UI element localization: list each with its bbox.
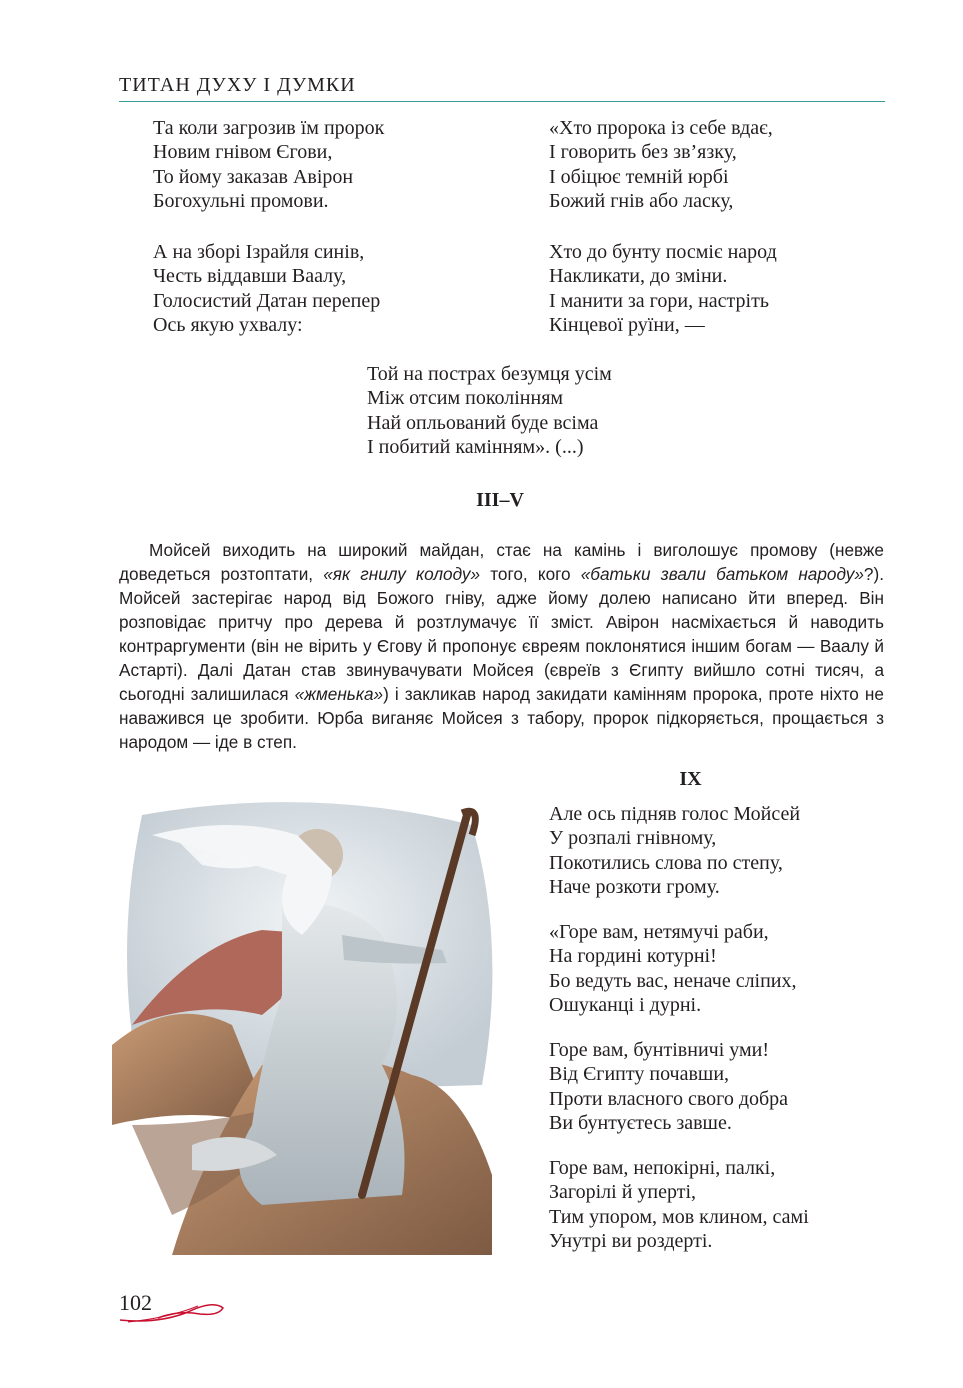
section-title-3-5: ІІІ–V: [476, 489, 524, 511]
stanza-left-1: [153, 116, 384, 213]
stanza-ix-2: [549, 920, 797, 1017]
verse-line: А на зборі Ізрайля синів,: [153, 241, 365, 263]
verse-line: Бо ведуть вас, неначе сліпих,: [549, 969, 797, 992]
stanza-left-2: [153, 240, 380, 337]
verse-line: Покотились слова по степу,: [549, 851, 783, 874]
verse-line: Ви бунтуєтесь завше.: [549, 1111, 732, 1134]
verse-line: «Хто пророка із себе вдає,: [549, 117, 773, 139]
verse-line: То йому заказав Авірон: [153, 165, 354, 188]
summary-text: того, кого: [480, 564, 581, 584]
verse-line: Новим гнівом Єгови,: [153, 141, 333, 164]
verse-line: І говорить без зв’язку,: [549, 141, 737, 164]
stanza-right-1: [549, 116, 773, 213]
verse-line: Ось якую ухвалу:: [153, 313, 303, 336]
verse-line: І манити за гори, настріть: [549, 289, 769, 312]
verse-line: Наче розкоти грому.: [549, 875, 720, 898]
moses-illustration: [112, 795, 512, 1255]
summary-text: ) і закликав народ закидати камінням пророка, проте ніхто не наважився це зробити. Юрба виганяє Мойсея з табору, пророк підкоряється, прощається з народом — іде в степ.: [119, 684, 884, 752]
verse-line: Най опльований буде всіма: [367, 411, 599, 434]
stanza-center: [367, 362, 612, 459]
verse-line: І обіцює темній юрбі: [549, 165, 729, 188]
verse-line: На гордині котурні!: [549, 945, 717, 968]
verse-line: Загорілі й уперті,: [549, 1181, 697, 1204]
verse-line: Честь віддавши Ваалу,: [153, 265, 347, 288]
stanza-ix-4: [549, 1156, 809, 1253]
verse-line: Між отсим поколінням: [367, 387, 564, 410]
summary-quote: «батьки звали батьком народу»: [580, 564, 864, 584]
verse-line: Від Єгипту почавши,: [549, 1063, 730, 1086]
summary-text: Мойсей виходить на широкий майдан, стає на камінь і виголошує промову (невже доведеться розтоптати,: [119, 540, 884, 584]
stanza-ix-3: [549, 1038, 788, 1135]
section-title-9: IX: [679, 768, 702, 790]
verse-line: Богохульні промови.: [153, 189, 329, 212]
stanza-right-2: [549, 240, 777, 337]
verse-line: Голосистий Датан перепер: [153, 289, 381, 312]
summary-quote: «жменька»: [294, 684, 384, 704]
verse-line: Проти власного свого добра: [549, 1087, 789, 1110]
verse-line: Горе вам, непокірні, палкі,: [549, 1157, 776, 1179]
verse-line: Той на пострах безумця усім: [367, 363, 612, 385]
verse-line: Ошуканці і дурні.: [549, 993, 702, 1016]
verse-line: І побитий камінням». (...): [367, 435, 584, 458]
verse-line: Та коли загрозив їм пророк: [153, 117, 385, 139]
verse-line: Кінцевої руїни, —: [549, 313, 705, 336]
verse-line: Накликати, до зміни.: [549, 265, 728, 288]
page-number: 102: [119, 1290, 152, 1315]
verse-line: Але ось підняв голос Мойсей: [549, 803, 801, 825]
summary-paragraph: [119, 538, 884, 754]
summary-quote: «як гнилу колоду»: [323, 564, 481, 584]
stanza-ix-1: [549, 802, 800, 899]
summary-text: ?). Мойсей застерігає народ від Божого гніву, адже йому долею написано йти вперед. Він розповідає притчу про дерева й розтлумачує її зміст. Авірон насміхається й наводить контраргументи (він не вірить у Єгову й пропонує євреям поклонятися іншим богам — Ваалу й Астарті). Далі Датан став звинувачувати Мойсея (євреїв з Єгипту вийшло сотні тисяч, а сьогодні залишилася: [119, 564, 884, 704]
verse-line: Тим упором, мов клином, самі: [549, 1205, 809, 1228]
verse-line: «Горе вам, нетямучі раби,: [549, 921, 769, 943]
verse-line: Горе вам, бунтівничі уми!: [549, 1039, 770, 1061]
running-head: ТИТАН ДУХУ І ДУМКИ: [119, 74, 356, 96]
verse-line: Унутрі ви роздерті.: [549, 1229, 713, 1252]
verse-line: У розпалі гнівному,: [549, 827, 717, 850]
verse-line: Божий гнів або ласку,: [549, 189, 734, 212]
header-rule: [119, 101, 885, 102]
verse-line: Хто до бунту посміє народ: [549, 241, 777, 263]
